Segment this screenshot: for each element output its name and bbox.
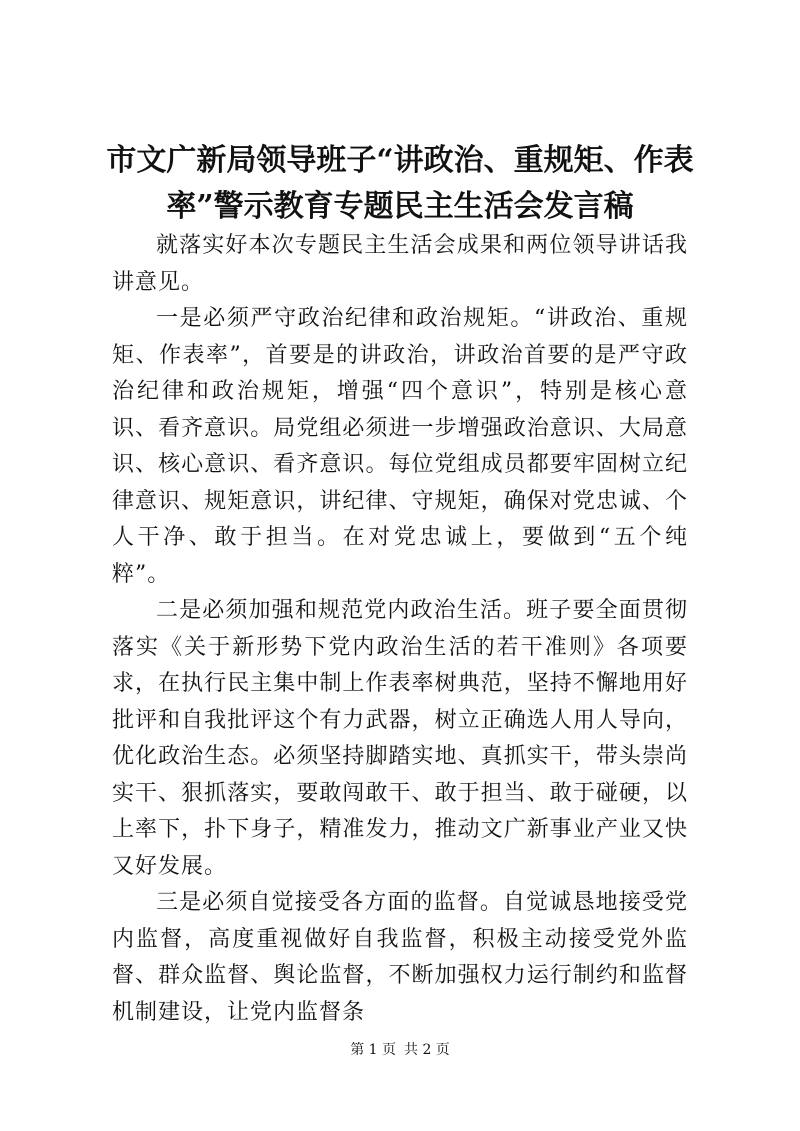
paragraph-point-three: 三是必须自觉接受各方面的监督。自觉诚恳地接受党内监督，高度重视做好自我监督，积极主动接受党外监督、群众监督、舆论监督，不断加强权力运行制约和监督机制建设，让党内监督条 (112, 890, 688, 1025)
page-number: 第 1 页 (350, 1042, 396, 1058)
document-title: 市文广新局领导班子“讲政治、重规矩、作表率”警示教育专题民主生活会发言稿 (106, 143, 694, 224)
paragraph-point-one: 一是必须严守政治纪律和政治规矩。“讲政治、重规矩、作表率”，首要是的讲政治，讲政治首要的是严守政治纪律和政治规矩，增强“四个意识”，特别是核心意识、看齐意识。局党组必须进一步增强政治意识、大局意识、核心意识、看齐意识。每位党组成员都要牢固树立纪律意识、规矩意识，讲纪律、守规矩，确保对党忠诚、个人干净、敢于担当。在对党忠诚上，要做到“五个纯粹”。 (112, 306, 688, 587)
document-body (112, 228, 688, 1031)
paragraph-point-two: 二是必须加强和规范党内政治生活。班子要全面贯彻落实《关于新形势下党内政治生活的若干准则》各项要求，在执行民主集中制上作表率树典范，坚持不懈地用好批评和自我批评这个有力武器，树立正确选人用人导向，优化政治生态。必须坚持脚踏实地、真抓实干，带头崇尚实干、狠抓落实，要敢闯敢干、敢于担当、敢于碰硬，以上率下，扑下身子，精准发力，推动文广新事业产业又快又好发展。 (112, 598, 688, 879)
page-footer (0, 1040, 800, 1060)
page-total: 共 2 页 (404, 1042, 450, 1058)
paragraph-intro: 就落实好本次专题民主生活会成果和两位领导讲话我讲意见。 (112, 233, 688, 295)
